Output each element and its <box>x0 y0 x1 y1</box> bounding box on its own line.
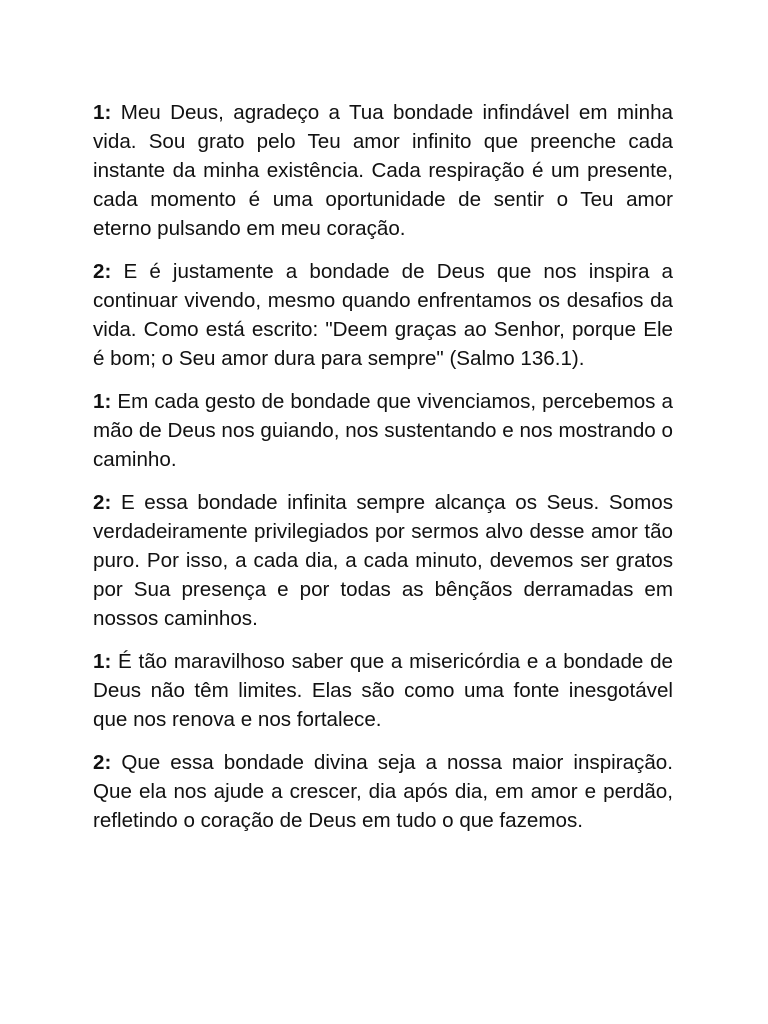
speaker-label: 1: <box>93 390 112 413</box>
document-page <box>93 98 673 849</box>
paragraph-text: E essa bondade infinita sempre alcança os Seus. Somos verdadeiramente privilegiados por sermos alvo desse amor tão puro. Por isso, a cada dia, a cada minuto, devemos ser gratos por Sua presença e por todas as bênçãos derramadas em nossos caminhos. <box>93 491 673 630</box>
paragraph-text: E é justamente a bondade de Deus que nos inspira a continuar vivendo, mesmo quando enfrentamos os desafios da vida. Como está escrito: "Deem graças ao Senhor, porque Ele é bom; o Seu amor dura para sempre" (Salmo 136.1). <box>93 260 673 370</box>
paragraph-text: É tão maravilhoso saber que a misericórdia e a bondade de Deus não têm limites. Elas são como uma fonte inesgotável que nos renova e nos fortalece. <box>93 650 673 731</box>
dialogue-paragraph <box>93 387 673 474</box>
dialogue-paragraph <box>93 98 673 243</box>
paragraph-text: Que essa bondade divina seja a nossa maior inspiração. Que ela nos ajude a crescer, dia após dia, em amor e perdão, refletindo o coração de Deus em tudo o que fazemos. <box>93 751 673 832</box>
dialogue-paragraph <box>93 488 673 633</box>
paragraph-text: Meu Deus, agradeço a Tua bondade infindável em minha vida. Sou grato pelo Teu amor infinito que preenche cada instante da minha existência. Cada respiração é um presente, cada momento é uma oportunidade de sentir o Teu amor eterno pulsando em meu coração. <box>93 101 673 240</box>
paragraph-text: Em cada gesto de bondade que vivenciamos, percebemos a mão de Deus nos guiando, nos sustentando e nos mostrando o caminho. <box>93 390 673 471</box>
speaker-label: 1: <box>93 650 112 673</box>
speaker-label: 2: <box>93 751 112 774</box>
dialogue-paragraph <box>93 748 673 835</box>
speaker-label: 2: <box>93 260 112 283</box>
speaker-label: 2: <box>93 491 112 514</box>
speaker-label: 1: <box>93 101 112 124</box>
dialogue-paragraph <box>93 257 673 373</box>
dialogue-paragraph <box>93 647 673 734</box>
